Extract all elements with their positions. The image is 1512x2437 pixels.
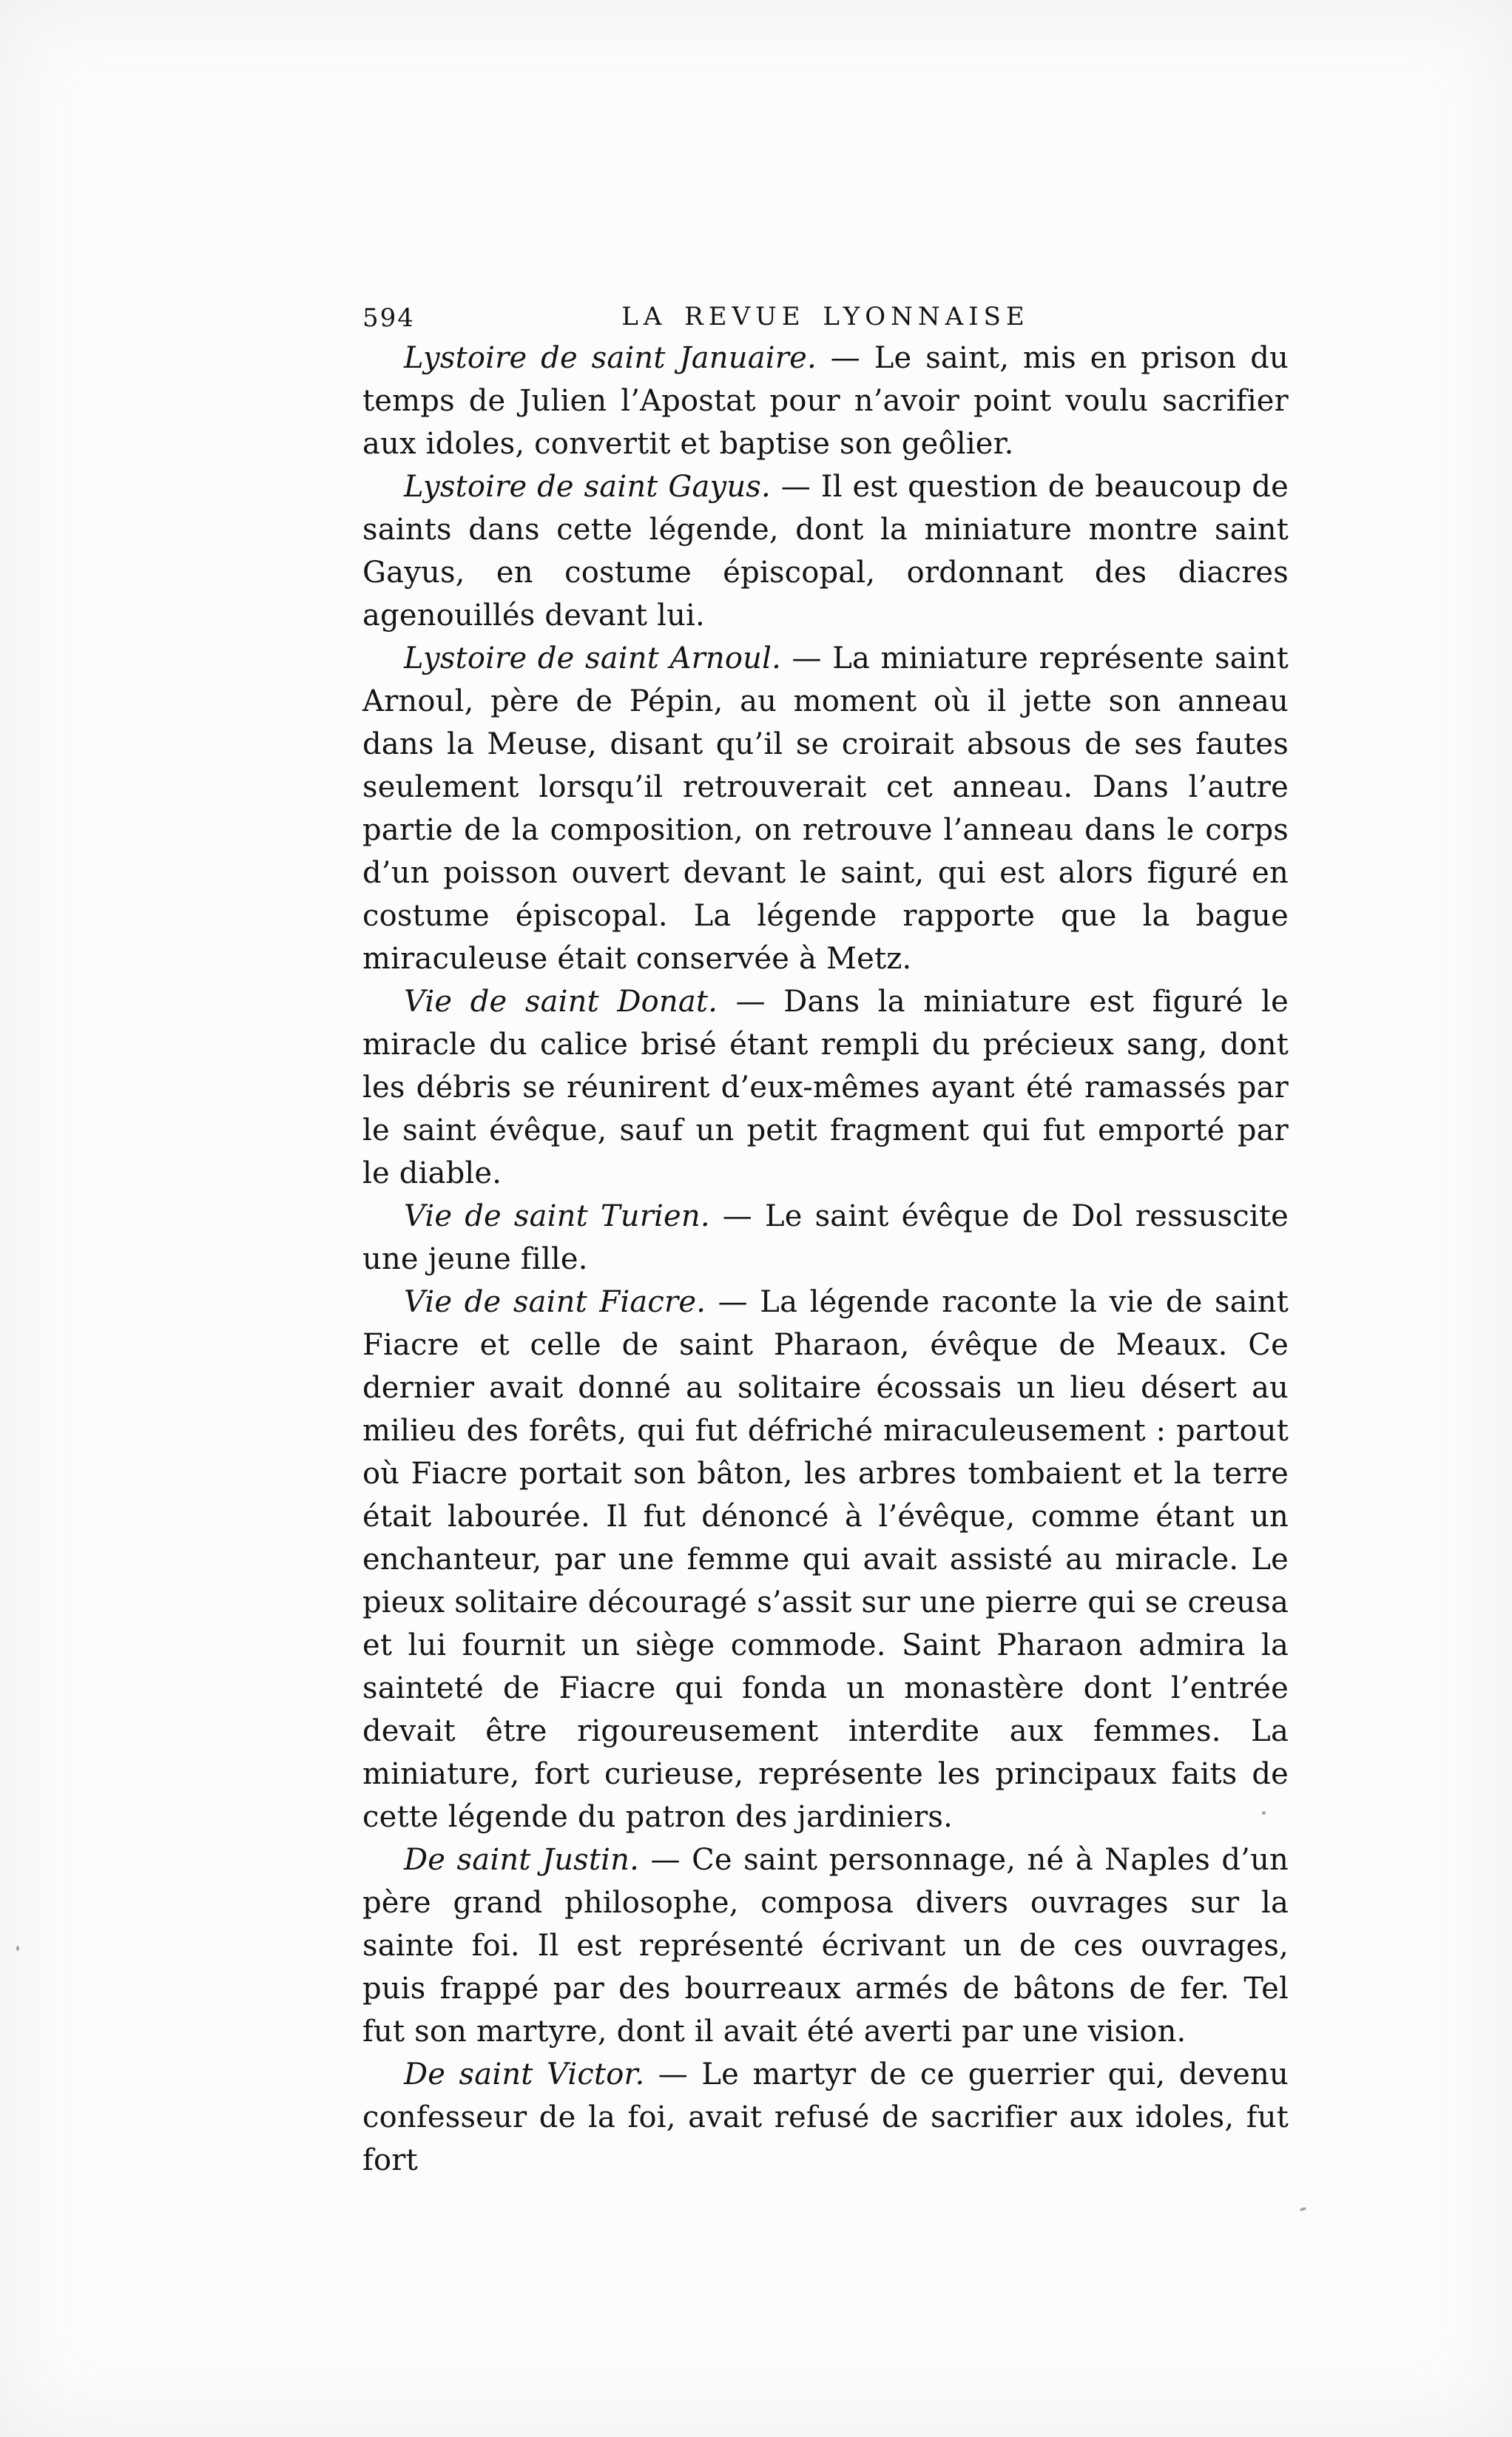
paragraph-turien <box>362 1195 1289 1281</box>
scan-speck <box>16 1946 19 1951</box>
paragraph-body: — Le martyr de ce guerrier qui, devenu confesseur de la foi, avait refusé de sacrifier aux idoles, fut fort <box>362 2057 1289 2177</box>
paragraph-justin <box>362 1838 1289 2053</box>
paragraph-arnoul <box>362 637 1289 980</box>
paragraph-lead: Vie de saint Fiacre. <box>404 1285 706 1319</box>
paragraph-body: — Le saint, mis en prison du temps de Julien l’Apostat pour n’avoir point voulu sacrifier aux idoles, convertit et baptise son geôlier. <box>362 341 1289 461</box>
paragraph-lead: Lystoire de saint Gayus. <box>404 470 771 504</box>
paragraph-body: — Dans la miniature est figuré le miracle du calice brisé étant rempli du précieux sang, dont les débris se réunirent d’eux-mêmes ayant été ramassés par le saint évêque, sauf un petit fragment qui fut emporté par le diable. <box>362 985 1289 1190</box>
paragraph-lead: Vie de saint Turien. <box>404 1199 710 1233</box>
scan-speck <box>1262 1811 1266 1815</box>
paragraph-body: — Il est question de beaucoup de saints dans cette légende, dont la miniature montre saint Gayus, en costume épiscopal, ordonnant des diacres agenouillés devant lui. <box>362 470 1289 633</box>
paragraph-fiacre <box>362 1281 1289 1838</box>
paragraph-lead: Vie de saint Donat. <box>404 985 718 1019</box>
paragraph-body: — Ce saint personnage, né à Naples d’un père grand philosophe, composa divers ouvrages sur la sainte foi. Il est représenté écrivant un de ces ouvrages, puis frappé par des bourreaux armés de bâtons de fer. Tel fut son martyre, dont il avait été averti par une vision. <box>362 1843 1289 2049</box>
paragraph-body: — La miniature représente saint Arnoul, père de Pépin, au moment où il jette son anneau dans la Meuse, disant qu’il se croirait absous de ses fautes seulement lorsqu’il retrouverait cet anneau. Dans l’autre partie de la composition, on retrouve l’anneau dans le corps d’un poisson ouvert devant le saint, qui est alors figuré en costume épiscopal. La légende rapporte que la bague miraculeuse était conservée à Metz. <box>362 641 1289 976</box>
running-head <box>362 299 1289 336</box>
paragraph-body: — Le saint évêque de Dol ressuscite une jeune fille. <box>362 1199 1289 1276</box>
text-block <box>362 337 1289 2182</box>
running-title: LA REVUE LYONNAISE <box>621 302 1030 331</box>
paragraph-lead: Lystoire de saint Januaire. <box>404 341 817 375</box>
paragraph-body: — La légende raconte la vie de saint Fiacre et celle de saint Pharaon, évêque de Meaux. Ce dernier avait donné au solitaire écossais un lieu désert au milieu des forêts, qui fut défriché miraculeusement : partout où Fiacre portait son bâton, les arbres tombaient et la terre était labourée. Il fut dénoncé à l’évêque, comme étant un enchanteur, par une femme qui avait assisté au miracle. Le pieux solitaire découragé s’assit sur une pierre qui se creusa et lui fournit un siège commode. Saint Pharaon admira la sainteté de Fiacre qui fonda un monastère dont l’entrée devait être rigoureusement interdite aux femmes. La miniature, fort curieuse, représente les principaux faits de cette légende du patron des jardiniers. <box>362 1285 1289 1834</box>
paragraph-januaire <box>362 337 1289 465</box>
paragraph-lead: Lystoire de saint Arnoul. <box>404 641 782 675</box>
paragraph-lead: De saint Justin. <box>404 1843 640 1877</box>
scan-speck <box>1300 2207 1307 2212</box>
paragraph-gayus <box>362 465 1289 637</box>
paragraph-victor <box>362 2053 1289 2182</box>
paragraph-donat <box>362 980 1289 1195</box>
page-number: 594 <box>362 303 415 333</box>
paragraph-lead: De saint Victor. <box>404 2057 645 2091</box>
